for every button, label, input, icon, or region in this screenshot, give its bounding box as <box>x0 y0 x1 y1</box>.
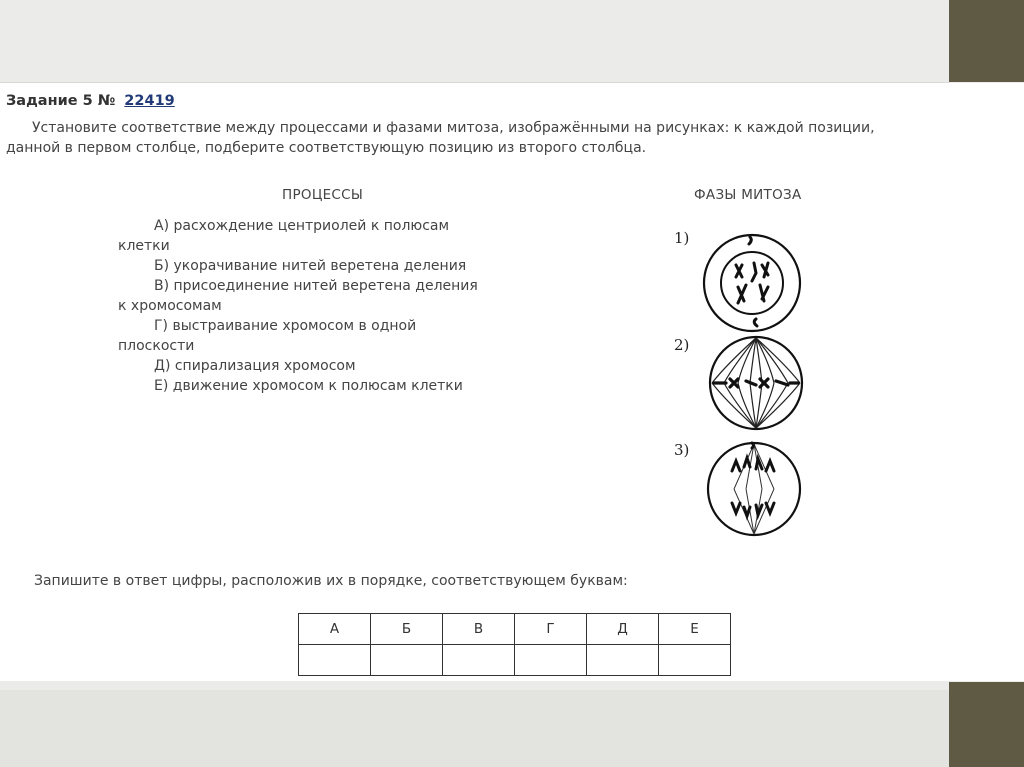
answer-letter-b: Б <box>371 614 443 645</box>
answer-cell-g[interactable] <box>515 645 587 676</box>
answer-cell-b[interactable] <box>371 645 443 676</box>
mitosis-cell-2-drawing <box>706 335 806 431</box>
task-title <box>6 93 175 109</box>
task-number-link[interactable]: 22419 <box>124 93 175 109</box>
answer-cell-v[interactable] <box>443 645 515 676</box>
corner-decoration-bottom <box>949 682 1024 767</box>
phases-heading: ФАЗЫ МИТОЗА <box>694 187 802 203</box>
answer-table-input-row <box>299 645 731 676</box>
answer-letter-g: Г <box>515 614 587 645</box>
process-item-a-cont: клетки <box>118 238 170 254</box>
process-item-e: Е) движение хромосом к полюсам клетки <box>154 378 463 394</box>
answer-letter-a: А <box>299 614 371 645</box>
task-title-label: Задание 5 № <box>6 93 116 109</box>
process-item-a: А) расхождение центриолей к полюсам <box>154 218 450 234</box>
phase-label-1: 1) <box>674 229 690 247</box>
answer-cell-d[interactable] <box>587 645 659 676</box>
answer-letter-v: В <box>443 614 515 645</box>
process-item-b: Б) укорачивание нитей веретена деления <box>154 258 467 274</box>
answer-letter-e: Е <box>659 614 731 645</box>
task-statement-line-2: данной в первом столбце, подберите соответствующую позицию из второго столбца. <box>6 140 647 156</box>
process-item-d: Д) спирализация хромосом <box>154 358 356 374</box>
mitosis-cell-1-drawing <box>700 233 804 333</box>
mitosis-cell-3-drawing <box>704 441 804 537</box>
answer-letter-d: Д <box>587 614 659 645</box>
phase-label-2: 2) <box>674 336 690 354</box>
task-sheet <box>0 83 1024 681</box>
slide-bottom-strip <box>0 690 949 767</box>
task-statement <box>6 118 1024 158</box>
answer-cell-a[interactable] <box>299 645 371 676</box>
corner-decoration-top <box>949 0 1024 82</box>
process-item-g: Г) выстраивание хромосом в одной <box>154 318 417 334</box>
phase-label-3: 3) <box>674 441 690 459</box>
answer-table-header-row <box>299 614 731 645</box>
process-item-g-cont: плоскости <box>118 338 195 354</box>
process-item-v-cont: к хромосомам <box>118 298 222 314</box>
answer-instruction: Запишите в ответ цифры, расположив их в порядке, соответствующем буквам: <box>34 573 628 589</box>
processes-heading: ПРОЦЕССЫ <box>282 187 364 203</box>
process-list <box>118 216 528 396</box>
task-statement-line-1: Установите соответствие между процессами и фазами митоза, изображёнными на рисунках: к каждой позиции, <box>32 120 875 136</box>
process-item-v: В) присоединение нитей веретена деления <box>154 278 478 294</box>
answer-table <box>298 613 731 676</box>
answer-cell-e[interactable] <box>659 645 731 676</box>
